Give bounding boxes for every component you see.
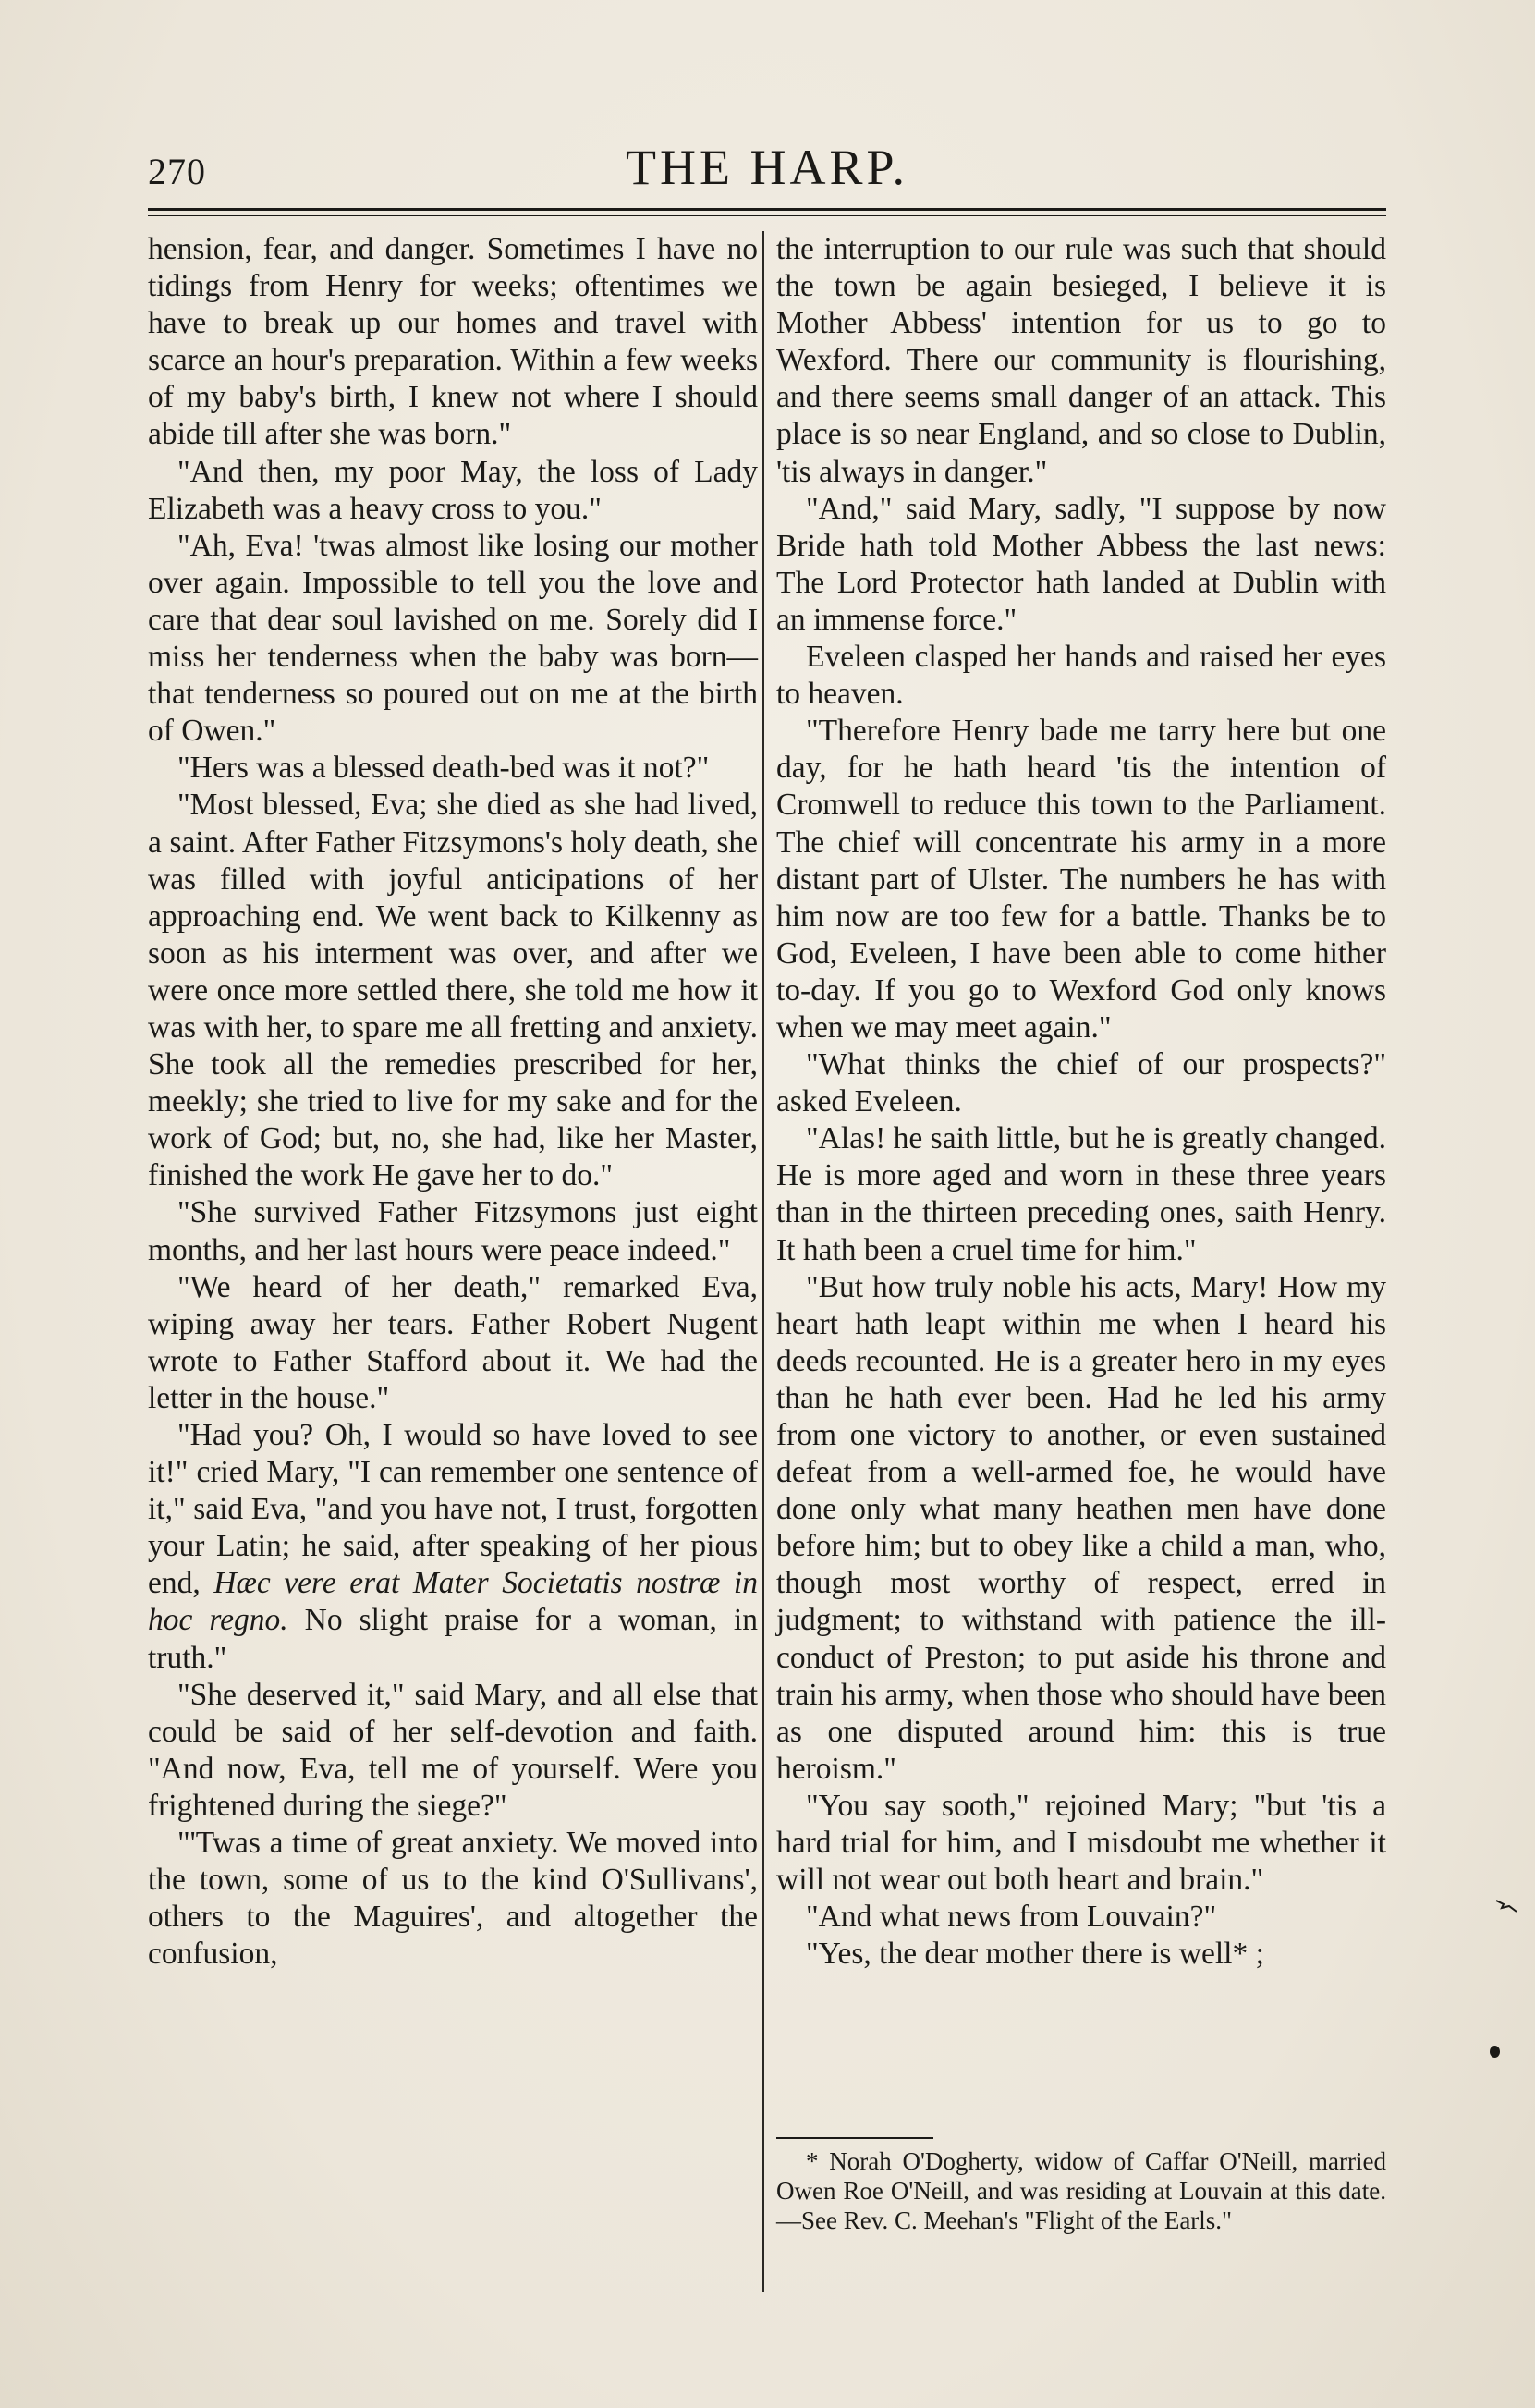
margin-ink-speck xyxy=(1494,1897,1518,1913)
header-rule-thin xyxy=(148,215,1386,216)
paragraph-text: "Had you? Oh, I would so have loved to see it!" cried Mary, "I can remember one sentence of it," said Eva, "and you have not, I trust, forgotten your Latin; he said, after speaking of her pious end, xyxy=(148,1418,758,1601)
continued-paragraph: hension, fear, and danger. Sometimes I have no tidings from Henry for weeks; oftentimes we have to break up our homes and travel with scarce an hour's preparation. Within a few weeks of my baby's birth, I knew not where I should abide till after she was born." xyxy=(148,232,758,452)
paragraph: "'Twas a time of great anxiety. We moved into the town, some of us to the kind O'Sullivans', others to the Maguires', and altogether the confusion, xyxy=(148,1826,758,1972)
paragraph: Eveleen clasped her hands and raised her eyes to heaven. xyxy=(776,640,1386,712)
paragraph: "Therefore Henry bade me tarry here but one day, for he hath heard 'tis the intention of Cromwell to reduce this town to the Parliament. The chief will concentrate his army in a more distant part of Ulster. The numbers he has with him now are too few for a battle. Thanks be to God, Eveleen, I have been able to come hither to-day. If you go to Wexford God only knows when we may meet again." xyxy=(776,714,1386,1045)
page-number: 270 xyxy=(148,151,206,192)
paragraph xyxy=(148,1417,758,1677)
left-column xyxy=(148,231,758,1973)
paragraph: "And," said Mary, sadly, "I suppose by now Bride hath told Mother Abbess the last news: The Lord Protector hath landed at Dublin with an immense force." xyxy=(776,491,1386,637)
paragraph-text: No slight praise for a woman, in truth." xyxy=(148,1603,758,1675)
paragraph: "She deserved it," said Mary, and all else that could be said of her self-devotion and faith. "And now, Eva, tell me of yourself. Were you frightened during the siege?" xyxy=(148,1677,758,1823)
running-title: THE HARP. xyxy=(625,140,909,195)
page-header xyxy=(148,139,1386,203)
paragraph: "We heard of her death," remarked Eva, wiping away her tears. Father Robert Nugent wrote to Father Stafford about it. We had the letter in the house." xyxy=(148,1269,758,1415)
paragraph: "Most blessed, Eva; she died as she had lived, a saint. After Father Fitzsymons's holy death, she was filled with joyful anticipations of her approaching end. We went back to Kilkenny as soon as his interment was over, and after we were once more settled there, she told me how it was with her, to spare me all fretting and anxiety. She took all the remedies prescribed for her, meekly; she tried to live for my sake and for the work of God; but, no, she had, like her Master, finished the work He gave her to do." xyxy=(148,788,758,1193)
footnote: * Norah O'Dogherty, widow of Caffar O'Neill, married Owen Roe O'Neill, and was residing at Louvain at this date.—See Rev. C. Meehan's "Flight of the Earls." xyxy=(776,2147,1386,2234)
continued-paragraph: the interruption to our rule was such that should the town be again besieged, I believe it is Mother Abbess' intention for us to go to Wexford. There our community is flourishing, and there seems small danger of an attack. This place is so near England, and so close to Dublin, 'tis always in danger." xyxy=(776,232,1386,489)
column-divider xyxy=(762,231,764,2292)
right-column xyxy=(776,231,1386,1973)
paragraph: "Yes, the dear mother there is well* ; xyxy=(806,1937,1264,1972)
paragraph: "And what news from Louvain?" xyxy=(806,1900,1217,1935)
paragraph: "You say sooth," rejoined Mary; "but 'tis a hard trial for him, and I misdoubt me whether it will not wear out both heart and brain." xyxy=(776,1788,1386,1898)
paragraph: "And then, my poor May, the loss of Lady Elizabeth was a heavy cross to you." xyxy=(148,454,758,526)
paragraph: "Ah, Eva! 'twas almost like losing our mother over again. Impossible to tell you the love and care that dear soul lavished on me. Sorely did I miss her tenderness when the baby was born—that tenderness so poured out on me at the birth of Owen." xyxy=(148,528,758,749)
margin-ink-dot xyxy=(1490,2046,1500,2058)
header-rule xyxy=(148,208,1386,211)
latin-quote: Hæc vere erat Mater Societatis nostræ in hoc regno. xyxy=(148,1566,758,1638)
paragraph: "She survived Father Fitzsymons just eight months, and her last hours were peace indeed." xyxy=(148,1195,758,1267)
paragraph: "But how truly noble his acts, Mary! How my heart hath leapt within me when I heard his deeds recounted. He is a greater hero in my eyes than he hath ever been. Had he led his army from one victory to another, or even sustained defeat from a well-armed foe, he would have done only what many heathen men have done before him; but to obey like a child a man, who, though most worthy of respect, erred in judgment; to withstand with patience the ill-conduct of Preston; to put aside his throne and train his army, when those who should have been as one disputed around him: this is true heroism." xyxy=(776,1269,1386,1786)
paragraph: "Alas! he saith little, but he is greatly changed. He is more aged and worn in these three years than in the thirteen preceding ones, saith Henry. It hath been a cruel time for him." xyxy=(776,1121,1386,1267)
footnote-rule xyxy=(776,2137,933,2139)
paragraph: "What thinks the chief of our prospects?" asked Eveleen. xyxy=(776,1047,1386,1119)
paragraph: "Hers was a blessed death-bed was it not?" xyxy=(177,751,710,786)
